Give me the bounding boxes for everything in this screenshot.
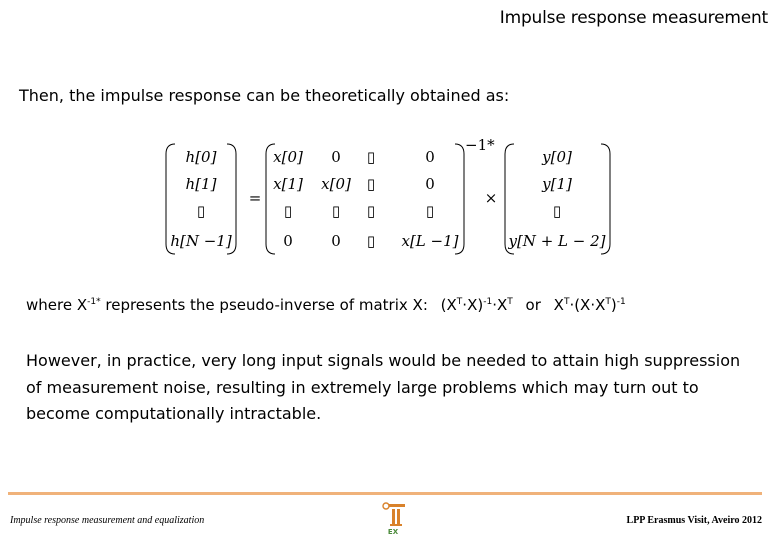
h-entry: h[1] (185, 175, 217, 193)
impulse-response-equation (163, 138, 613, 258)
x-cell: ▯ (366, 148, 376, 166)
y-entry: y[0] (542, 148, 572, 166)
formula-sup: T (507, 297, 513, 307)
x-cell: ▯ (366, 175, 376, 193)
x-cell: 0 (425, 175, 435, 193)
formula-part: (X (440, 296, 457, 314)
pinv-text-before: where X (26, 296, 88, 314)
formula-sup: T (605, 297, 611, 307)
pinv-formula-1 (441, 296, 513, 314)
slide-title: Impulse response measurement (499, 8, 768, 28)
formula-part: ) (610, 296, 617, 314)
times-sign: × (484, 189, 498, 207)
y-entry: y[1] (542, 175, 572, 193)
formula-part: X (553, 296, 564, 314)
body-paragraph: However, in practice, very long input signals would be needed to attain high suppression of measurement noise, resulting in extremely large problems which may turn out to become computationally intractable. (26, 351, 741, 423)
x-cell: ▯ (366, 202, 376, 220)
x-cell: 0 (283, 232, 293, 250)
institution-logo (380, 500, 406, 540)
footer-right-text: LPP Erasmus Visit, Aveiro 2012 (626, 515, 762, 526)
h-entry: h[0] (185, 148, 217, 166)
x-cell: x[0] (273, 148, 303, 166)
formula-sup: -1 (483, 297, 493, 307)
x-cell: ▯ (366, 232, 376, 250)
y-entry: y[N + L − 2] (508, 232, 606, 250)
pseudo-inverse-exponent: −1* (465, 138, 495, 154)
x-cell: ▯ (425, 202, 435, 220)
x-cell: x[L −1] (401, 232, 459, 250)
x-cell: ▯ (331, 202, 341, 220)
logo-text: EX (387, 528, 399, 536)
x-cell: ▯ (283, 202, 293, 220)
pinv-formula-2 (554, 296, 626, 314)
h-entry: h[N −1] (170, 232, 232, 250)
formula-part: ·X (492, 296, 508, 314)
logo-icon (380, 500, 406, 536)
footer-divider (8, 492, 762, 495)
pseudo-inverse-definition (26, 296, 626, 314)
pinv-exponent: -1* (87, 297, 101, 307)
formula-sup: T (563, 297, 570, 307)
x-cell: 0 (331, 232, 341, 250)
intro-text: Then, the impulse response can be theoretically obtained as: (19, 86, 510, 105)
h-entry: ▯ (196, 202, 206, 220)
pinv-text-after: represents the pseudo-inverse of matrix X: (100, 296, 428, 314)
formula-sup: -1 (616, 297, 626, 307)
equals-sign: = (248, 189, 262, 207)
formula-part: ·(X·X (569, 296, 606, 314)
pinv-or-word: or (525, 296, 541, 314)
footer-left-text: Impulse response measurement and equalization (10, 515, 205, 526)
x-cell: 0 (425, 148, 435, 166)
y-entry: ▯ (552, 202, 562, 220)
x-cell: x[0] (321, 175, 351, 193)
x-cell: 0 (331, 148, 341, 166)
formula-sup: T (456, 297, 463, 307)
x-cell: x[1] (273, 175, 303, 193)
formula-part: ·X) (462, 296, 484, 314)
equation-svg (163, 138, 613, 258)
